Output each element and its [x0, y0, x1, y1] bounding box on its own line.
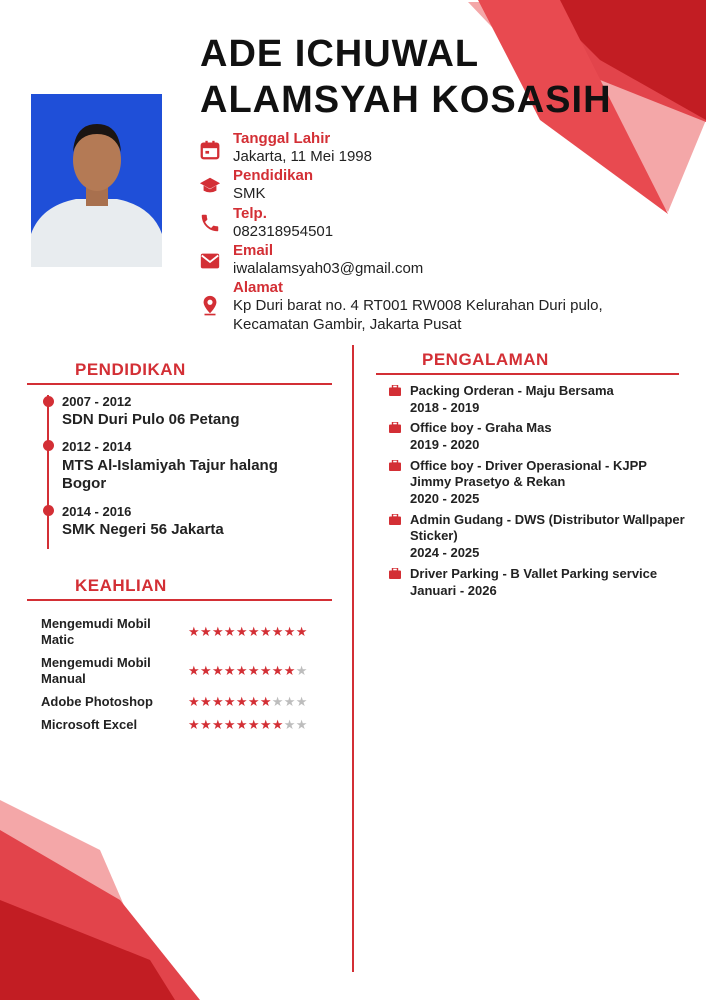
star-empty-icon: ★	[283, 717, 296, 732]
skill-name: Microsoft Excel	[41, 717, 138, 732]
education-years: 2014 - 2016	[62, 504, 132, 519]
education-years: 2012 - 2014	[62, 439, 132, 454]
experience-title: Office boy - Graha Mas	[410, 420, 552, 435]
star-filled-icon: ★	[199, 717, 212, 732]
graduation-cap-icon	[199, 175, 221, 197]
skill-rating	[188, 624, 308, 640]
person-silhouette-icon	[31, 94, 162, 267]
star-filled-icon: ★	[199, 663, 212, 678]
timeline-dot	[43, 440, 54, 451]
star-filled-icon: ★	[211, 663, 224, 678]
experience-period: 2019 - 2020	[410, 437, 480, 452]
star-filled-icon: ★	[211, 717, 224, 732]
skill-rating	[188, 717, 308, 733]
mail-icon	[199, 250, 221, 272]
profile-photo	[31, 94, 162, 267]
education-divider	[27, 383, 332, 385]
calendar-icon	[199, 139, 221, 161]
timeline-dot	[43, 396, 54, 407]
star-filled-icon: ★	[223, 663, 236, 678]
star-filled-icon: ★	[259, 694, 272, 709]
address-label: Alamat	[233, 279, 284, 296]
experience-title: Admin Gudang - DWS (Distributor Wallpaper Sticker)	[410, 512, 685, 543]
skill-name: Mengemudi Mobil Matic	[41, 616, 151, 647]
star-filled-icon: ★	[271, 717, 284, 732]
skill-rating	[188, 663, 308, 679]
experience-title: Office boy - Driver Operasional - KJPP Jimmy Prasetyo & Rekan	[410, 458, 647, 489]
star-filled-icon: ★	[271, 624, 284, 639]
star-filled-icon: ★	[259, 717, 272, 732]
star-filled-icon: ★	[223, 717, 236, 732]
education-label: Pendidikan	[233, 167, 314, 184]
star-filled-icon: ★	[188, 624, 200, 639]
star-empty-icon: ★	[271, 694, 284, 709]
star-filled-icon: ★	[259, 624, 272, 639]
briefcase-icon	[389, 385, 401, 396]
star-filled-icon: ★	[199, 694, 212, 709]
column-divider	[352, 345, 354, 972]
phone-label: Telp.	[233, 205, 267, 222]
experience-divider	[376, 373, 679, 375]
location-pin-icon	[199, 294, 221, 316]
star-filled-icon: ★	[188, 717, 200, 732]
name-line-2: ALAMSYAH KOSASIH	[200, 79, 612, 121]
star-empty-icon: ★	[283, 694, 296, 709]
star-filled-icon: ★	[211, 624, 224, 639]
education-school: SMK Negeri 56 Jakarta	[62, 521, 224, 538]
experience-section-title: PENGALAMAN	[422, 350, 549, 369]
education-school: SDN Duri Pulo 06 Petang	[62, 411, 240, 428]
star-empty-icon: ★	[295, 694, 308, 709]
birth-label: Tanggal Lahir	[233, 130, 331, 147]
education-years: 2007 - 2012	[62, 394, 132, 409]
star-filled-icon: ★	[235, 663, 248, 678]
star-filled-icon: ★	[247, 694, 260, 709]
education-school: MTS Al-Islamiyah Tajur halang Bogor	[62, 457, 278, 492]
briefcase-icon	[389, 514, 401, 525]
star-filled-icon: ★	[283, 663, 296, 678]
star-filled-icon: ★	[235, 624, 248, 639]
star-filled-icon: ★	[247, 663, 260, 678]
star-filled-icon: ★	[247, 717, 260, 732]
education-section-title: PENDIDIKAN	[75, 360, 186, 379]
email-value: iwalalamsyah03@gmail.com	[233, 260, 424, 277]
experience-period: 2020 - 2025	[410, 491, 480, 506]
education-timeline-line	[47, 395, 49, 549]
star-filled-icon: ★	[235, 694, 248, 709]
education-value: SMK	[233, 185, 266, 202]
briefcase-icon	[389, 422, 401, 433]
star-filled-icon: ★	[211, 694, 224, 709]
briefcase-icon	[389, 460, 401, 471]
briefcase-icon	[389, 568, 401, 579]
experience-title: Driver Parking - B Vallet Parking service	[410, 566, 658, 581]
star-filled-icon: ★	[247, 624, 260, 639]
timeline-dot	[43, 505, 54, 516]
experience-title: Packing Orderan - Maju Bersama	[410, 383, 614, 398]
skill-name: Adobe Photoshop	[41, 694, 153, 709]
star-empty-icon: ★	[295, 717, 308, 732]
star-filled-icon: ★	[235, 717, 248, 732]
skill-rating	[188, 694, 308, 710]
experience-period: 2024 - 2025	[410, 545, 480, 560]
address-value-line-1: Kp Duri barat no. 4 RT001 RW008 Kelurahan Duri pulo,	[233, 297, 603, 314]
star-filled-icon: ★	[223, 694, 236, 709]
star-filled-icon: ★	[223, 624, 236, 639]
address-value-line-2: Kecamatan Gambir, Jakarta Pusat	[233, 316, 462, 333]
skills-section-title: KEAHLIAN	[75, 576, 167, 595]
phone-value: 082318954501	[233, 223, 334, 240]
skill-name: Mengemudi Mobil Manual	[41, 655, 151, 686]
star-filled-icon: ★	[259, 663, 272, 678]
star-filled-icon: ★	[188, 663, 200, 678]
star-filled-icon: ★	[271, 663, 284, 678]
name-line-1: ADE ICHUWAL	[200, 33, 480, 75]
star-filled-icon: ★	[295, 624, 308, 639]
experience-period: Januari - 2026	[410, 583, 497, 598]
star-empty-icon: ★	[295, 663, 308, 678]
star-filled-icon: ★	[188, 694, 200, 709]
birth-value: Jakarta, 11 Mei 1998	[233, 148, 372, 165]
skills-divider	[27, 599, 332, 601]
star-filled-icon: ★	[283, 624, 296, 639]
experience-period: 2018 - 2019	[410, 400, 480, 415]
email-label: Email	[233, 242, 274, 259]
phone-icon	[199, 212, 221, 234]
star-filled-icon: ★	[199, 624, 212, 639]
